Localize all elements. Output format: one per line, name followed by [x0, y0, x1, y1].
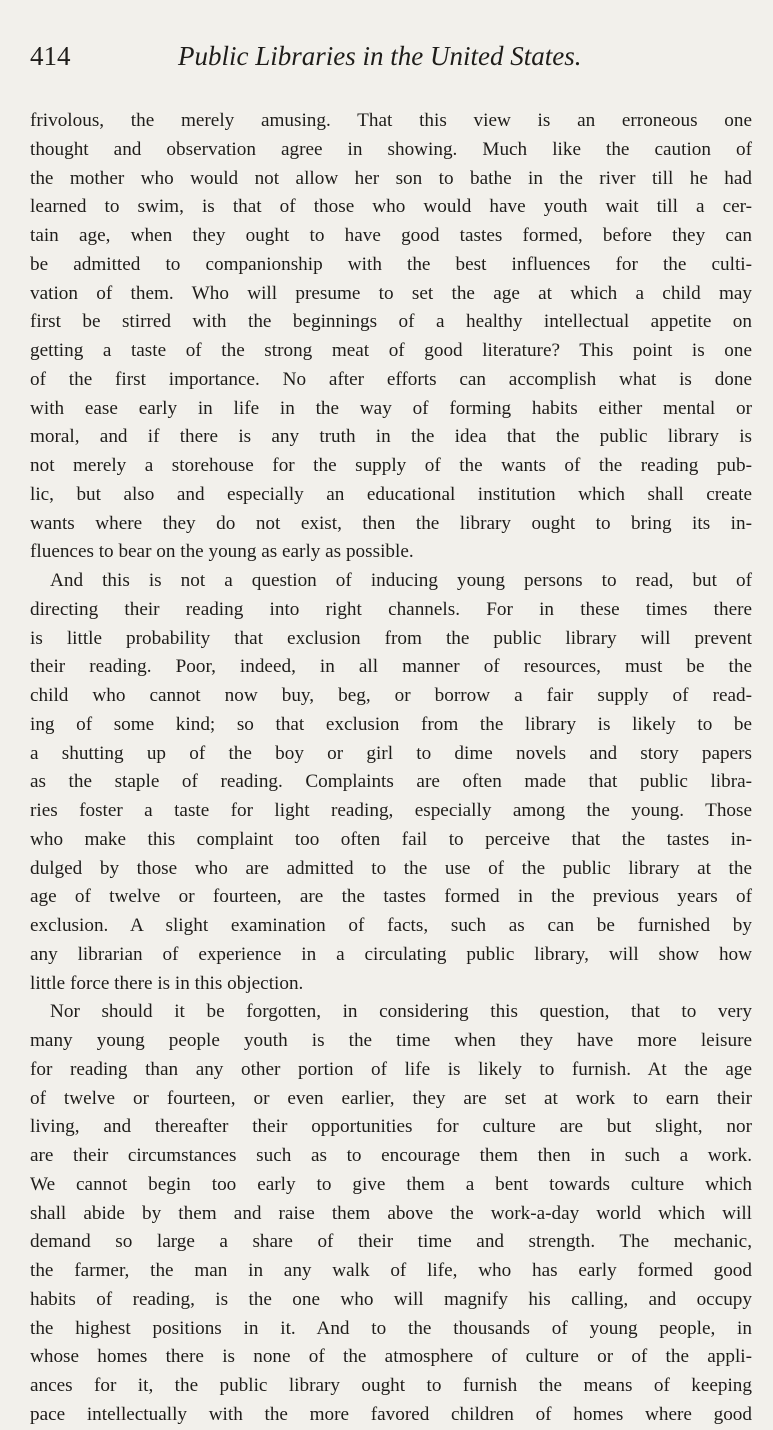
- text-line: lic, but also and especially an educational institution which shall create: [30, 483, 752, 505]
- text-line: fluences to bear on the young as early as possible.: [30, 541, 414, 563]
- text-line: habits of reading, is the one who will magnify his calling, and occupy: [30, 1288, 752, 1310]
- text-line: little force there is in this objection.: [30, 972, 304, 994]
- text-line: wants where they do not exist, then the library ought to bring its in-: [30, 512, 752, 534]
- text-line: of twelve or fourteen, or even earlier, they are set at work to earn their: [30, 1087, 752, 1109]
- text-line: ances for it, the public library ought to furnish the means of keeping: [30, 1375, 752, 1396]
- text-line: directing their reading into right channels. For in these times there: [30, 598, 752, 620]
- text-line: thought and observation agree in showing. Much like the caution of: [30, 138, 752, 160]
- text-line: is little probability that exclusion from the public library will prevent: [30, 627, 752, 649]
- text-line: not merely a storehouse for the supply of the wants of the reading pub-: [30, 455, 752, 476]
- text-line: the farmer, the man in any walk of life, who has early formed good: [30, 1260, 752, 1281]
- body-text: [30, 107, 752, 1430]
- text-line: any librarian of experience in a circulating public library, will show how: [30, 943, 752, 965]
- text-line: ries foster a taste for light reading, especially among the young. Those: [30, 800, 752, 821]
- text-line: tain age, when they ought to have good tastes formed, before they can: [30, 225, 752, 246]
- running-title: Public Libraries in the United States.: [178, 41, 582, 71]
- text-line: of the first importance. No after efforts can accomplish what is done: [30, 368, 752, 390]
- text-line: getting a taste of the strong meat of good literature? This point is one: [30, 340, 752, 361]
- text-line: dulged by those who are admitted to the use of the public library at the: [30, 857, 752, 879]
- text-line: pace intellectually with the more favored children of homes where good: [30, 1403, 752, 1425]
- text-line: We cannot begin too early to give them a bent towards culture which: [30, 1173, 752, 1195]
- text-line: who make this complaint too often fail to perceive that the tastes in-: [30, 828, 752, 850]
- running-head: [30, 34, 752, 78]
- text-line: are their circumstances such as to encourage them then in such a work.: [30, 1145, 752, 1166]
- page-number: 414: [30, 41, 71, 71]
- text-line: the mother who would not allow her son to bathe in the river till he had: [30, 167, 752, 189]
- text-line: child who cannot now buy, beg, or borrow a fair supply of read-: [30, 685, 752, 706]
- text-line: Nor should it be forgotten, in considering this question, that to very: [50, 1001, 752, 1023]
- text-line: the highest positions in it. And to the thousands of young people, in: [30, 1317, 752, 1339]
- text-line: demand so large a share of their time and strength. The mechanic,: [30, 1231, 752, 1253]
- text-line: ing of some kind; so that exclusion from the library is likely to be: [30, 713, 752, 735]
- text-line: living, and thereafter their opportunities for culture are but slight, nor: [30, 1116, 752, 1138]
- text-line: age of twelve or fourteen, are the tastes formed in the previous years of: [30, 886, 752, 908]
- text-line: for reading than any other portion of life is likely to furnish. At the age: [30, 1058, 752, 1080]
- text-line: learned to swim, is that of those who would have youth wait till a cer-: [30, 196, 752, 218]
- text-line: with ease early in life in the way of forming habits either mental or: [30, 397, 752, 419]
- text-line: a shutting up of the boy or girl to dime novels and story papers: [30, 742, 752, 764]
- text-line: shall abide by them and raise them above the work-a-day world which will: [30, 1202, 752, 1224]
- text-line: And this is not a question of inducing young persons to read, but of: [50, 570, 752, 591]
- text-line: whose homes there is none of the atmosphere of culture or of the appli-: [30, 1346, 752, 1368]
- text-line: exclusion. A slight examination of facts, such as can be furnished by: [30, 915, 752, 936]
- text-line: moral, and if there is any truth in the idea that the public library is: [30, 426, 752, 448]
- text-line: first be stirred with the beginnings of a healthy intellectual appetite on: [30, 311, 752, 333]
- text-line: frivolous, the merely amusing. That this view is an erroneous one: [30, 110, 752, 131]
- text-line: their reading. Poor, indeed, in all manner of resources, must be the: [30, 656, 752, 678]
- text-line: many young people youth is the time when they have more leisure: [30, 1030, 752, 1051]
- text-line: be admitted to companionship with the best influences for the culti-: [30, 253, 752, 275]
- text-line: as the staple of reading. Complaints are often made that public libra-: [30, 771, 752, 793]
- text-line: vation of them. Who will presume to set the age at which a child may: [30, 282, 752, 304]
